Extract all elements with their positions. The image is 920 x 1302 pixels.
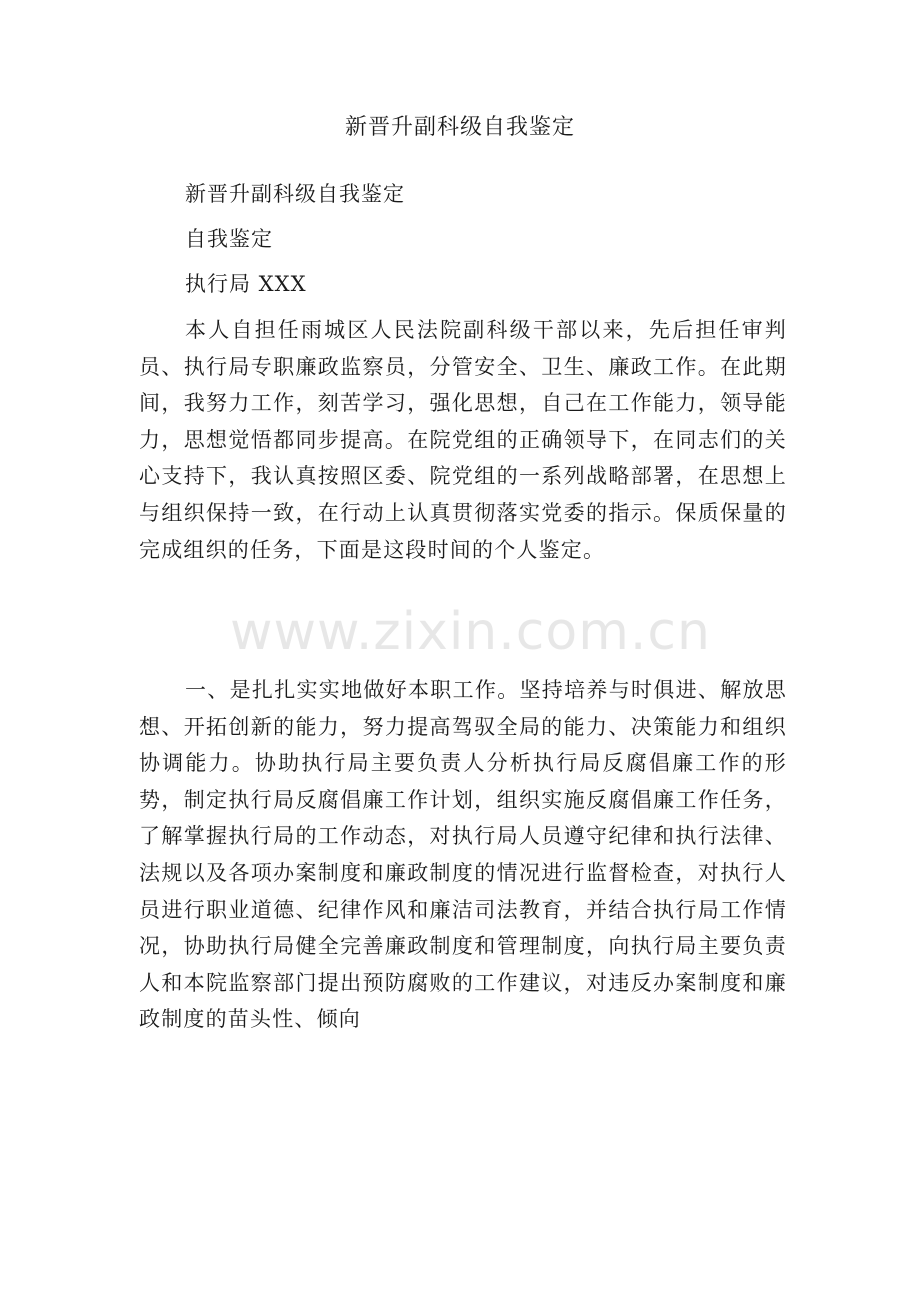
document-title: 新晋升副科级自我鉴定	[344, 115, 575, 140]
paragraph-intro: 本人自担任雨城区人民法院副科级干部以来，先后担任审判员、执行局专职廉政监察员，分管安全、卫生、廉政工作。在此期间，我努力工作，刻苦学习，强化思想，自己在工作能力，领导能力，思想觉悟都同步提高。在院党组的正确领导下，在同志们的关心支持下，我认真按照区委、院党组的一系列战略部署，在思想上与组织保持一致，在行动上认真贯彻落实党委的指示。保质保量的完成组织的任务，下面是这段时间的个人鉴定。	[139, 318, 787, 562]
section-label: 自我鉴定	[185, 227, 273, 251]
subtitle-line: 新晋升副科级自我鉴定	[185, 182, 405, 206]
watermark: www.zixin.com.cn	[230, 602, 711, 662]
paragraph-section-1: 一、是扎扎实实地做好本职工作。坚持培养与时俱进、解放思想、开拓创新的能力，努力提高驾驭全局的能力、决策能力和组织协调能力。协助执行局主要负责人分析执行局反腐倡廉工作的形势，制定执行局反腐倡廉工作计划，组织实施反腐倡廉工作任务，了解掌握执行局的工作动态，对执行局人员遵守纪律和执行法律、法规以及各项办案制度和廉政制度的情况进行监督检查，对执行人员进行职业道德、纪律作风和廉洁司法教育，并结合执行局工作情况，协助执行局健全完善廉政制度和管理制度，向执行局主要负责人和本院监察部门提出预防腐败的工作建议，对违反办案制度和廉政制度的苗头性、倾向	[139, 678, 787, 1032]
author-line: 执行局 XXX	[185, 272, 307, 296]
